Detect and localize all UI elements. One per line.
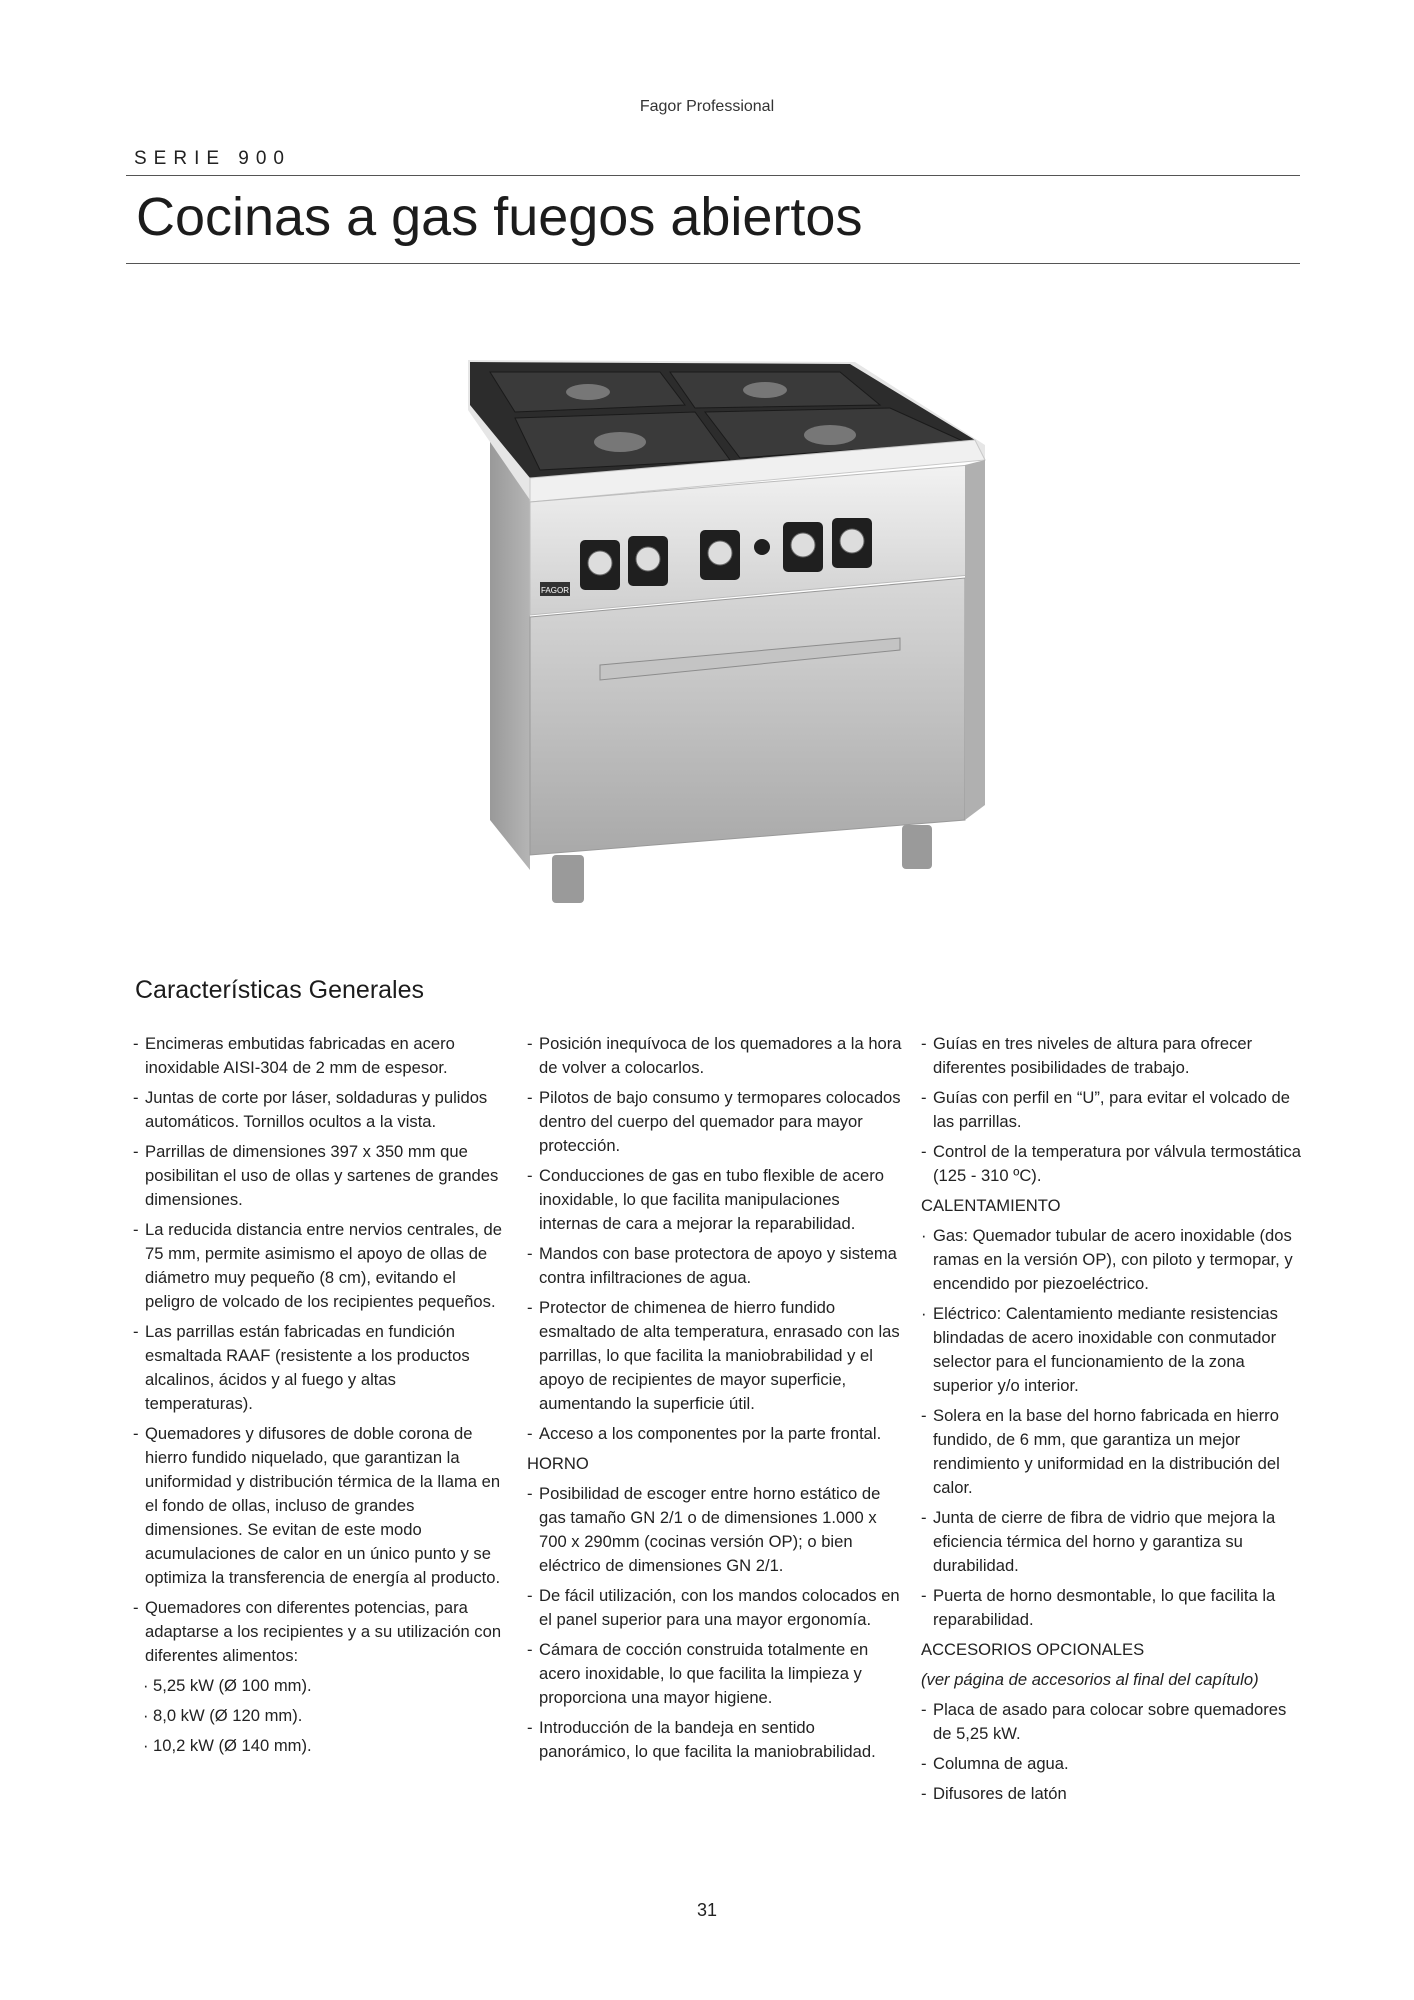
brand-header: Fagor Professional bbox=[639, 98, 775, 115]
leg bbox=[902, 825, 932, 869]
list-item: - Junta de cierre de fibra de vidrio que mejora la eficiencia térmica del horno y garantiza su durabilidad. bbox=[921, 1508, 1276, 1575]
features-column-3 bbox=[921, 1032, 1301, 1812]
list-item: · Gas: Quemador tubular de acero inoxidable (dos ramas en la versión OP), con piloto y termopar, y encendido por piezoeléctrico. bbox=[921, 1226, 1293, 1293]
list-item: - Placa de asado para colocar sobre quemadores de 5,25 kW. bbox=[921, 1700, 1287, 1743]
power-item: · 8,0 kW (Ø 120 mm). bbox=[143, 1706, 303, 1725]
list-item: - Guías con perfil en “U”, para evitar el volcado de las parrillas. bbox=[921, 1088, 1290, 1131]
ignition-button-icon bbox=[754, 539, 770, 555]
features-column-2 bbox=[527, 1032, 903, 1770]
list-item: - Parrillas de dimensiones 397 x 350 mm que posibilitan el uso de ollas y sartenes de grandes dimensiones. bbox=[133, 1142, 499, 1209]
list-item: - Las parrillas están fabricadas en fundición esmaltada RAAF (resistente a los productos alcalinos, ácidos y al fuego y altas temperaturas). bbox=[133, 1322, 470, 1413]
list-item: - Solera en la base del horno fabricada en hierro fundido, de 6 mm, que garantiza un mejor rendimiento y uniformidad en la distribución del calor. bbox=[921, 1406, 1280, 1497]
list-item: - Quemadores y difusores de doble corona de hierro fundido niquelado, que garantizan la uniformidad y distribución térmica de la llama en el fondo de ollas, incluso de grandes dimensiones. Se evitan de este modo acumulaciones de calor en un único punto y se optimiza la transferencia de energía al producto. bbox=[133, 1424, 501, 1587]
list-item: - Juntas de corte por láser, soldaduras y pulidos automáticos. Tornillos ocultos a la vista. bbox=[133, 1088, 488, 1131]
burner-icon bbox=[743, 382, 787, 398]
power-item: · 10,2 kW (Ø 140 mm). bbox=[143, 1736, 312, 1755]
list-item: - Conducciones de gas en tubo flexible de acero inoxidable, lo que facilita manipulaciones internas de cara a mejorar la reparabilidad. bbox=[527, 1166, 885, 1233]
subsection-heading-accesorios: ACCESORIOS OPCIONALES bbox=[921, 1640, 1145, 1659]
burner-icon bbox=[804, 425, 856, 445]
subsection-heading-calentamiento: CALENTAMIENTO bbox=[921, 1196, 1061, 1215]
product-image bbox=[460, 350, 1000, 910]
burner-icon bbox=[566, 384, 610, 400]
subsection-heading-horno: HORNO bbox=[527, 1454, 589, 1473]
list-item: - Posibilidad de escoger entre horno estático de gas tamaño GN 2/1 o de dimensiones 1.000 x 700 x 290mm (cocinas versión OP); o bien eléctrico de dimensiones GN 2/1. bbox=[527, 1484, 881, 1575]
oven-door bbox=[530, 578, 965, 855]
page-number: 31 bbox=[696, 1900, 718, 1920]
list-item: - Guías en tres niveles de altura para ofrecer diferentes posibilidades de trabajo. bbox=[921, 1034, 1253, 1077]
list-item: - Puerta de horno desmontable, lo que facilita la reparabilidad. bbox=[921, 1586, 1276, 1629]
list-item: - Acceso a los componentes por la parte frontal. bbox=[527, 1424, 882, 1443]
list-item: - La reducida distancia entre nervios centrales, de 75 mm, permite asimismo el apoyo de ollas de diámetro muy pequeño (8 cm), evitando el peligro de volcado de los recipientes pequeños. bbox=[133, 1220, 502, 1311]
brand-logo-text: FAGOR bbox=[540, 586, 570, 595]
accessories-note: (ver página de accesorios al final del capítulo) bbox=[921, 1670, 1259, 1689]
top-divider bbox=[126, 175, 1300, 176]
knob-icon bbox=[840, 529, 864, 553]
list-item: - Posición inequívoca de los quemadores a la hora de volver a colocarlos. bbox=[527, 1034, 902, 1077]
knob-icon bbox=[588, 551, 612, 575]
series-label: SERIE 900 bbox=[134, 148, 291, 169]
page-title: Cocinas a gas fuegos abiertos bbox=[136, 187, 863, 247]
list-item: - De fácil utilización, con los mandos colocados en el panel superior para una mayor ergonomía. bbox=[527, 1586, 900, 1629]
power-item: · 5,25 kW (Ø 100 mm). bbox=[143, 1676, 312, 1695]
leg bbox=[552, 855, 584, 903]
list-item: - Columna de agua. bbox=[921, 1754, 1069, 1773]
list-item: - Difusores de latón bbox=[921, 1784, 1067, 1803]
list-item: - Encimeras embutidas fabricadas en acero inoxidable AISI-304 de 2 mm de espesor. bbox=[133, 1034, 455, 1077]
list-item: - Cámara de cocción construida totalmente en acero inoxidable, lo que facilita la limpieza y proporciona una mayor higiene. bbox=[527, 1640, 869, 1707]
list-item: - Control de la temperatura por válvula termostática (125 - 310 ºC). bbox=[921, 1142, 1302, 1185]
list-item: - Protector de chimenea de hierro fundido esmaltado de alta temperatura, enrasado con las parrillas, lo que facilita la maniobrabilidad y el apoyo de recipientes de mayor superficie, aumentando la superficie útil. bbox=[527, 1298, 900, 1413]
knob-icon bbox=[636, 547, 660, 571]
knob-icon bbox=[708, 541, 732, 565]
knob-icon bbox=[791, 533, 815, 557]
section-title: Características Generales bbox=[135, 976, 425, 1004]
title-divider bbox=[126, 263, 1300, 264]
burner-icon bbox=[594, 432, 646, 452]
list-item: - Introducción de la bandeja en sentido panorámico, lo que facilita la maniobrabilidad. bbox=[527, 1718, 876, 1761]
features-column-1 bbox=[133, 1032, 505, 1764]
list-item: - Quemadores con diferentes potencias, para adaptarse a los recipientes y a su utilización con diferentes alimentos: bbox=[133, 1598, 502, 1665]
list-item: - Pilotos de bajo consumo y termopares colocados dentro del cuerpo del quemador para mayor protección. bbox=[527, 1088, 901, 1155]
list-item: · Eléctrico: Calentamiento mediante resistencias blindadas de acero inoxidable con conmutador selector para el funcionamiento de la zona superior y/o interior. bbox=[921, 1304, 1278, 1395]
list-item: - Mandos con base protectora de apoyo y sistema contra infiltraciones de agua. bbox=[527, 1244, 897, 1287]
